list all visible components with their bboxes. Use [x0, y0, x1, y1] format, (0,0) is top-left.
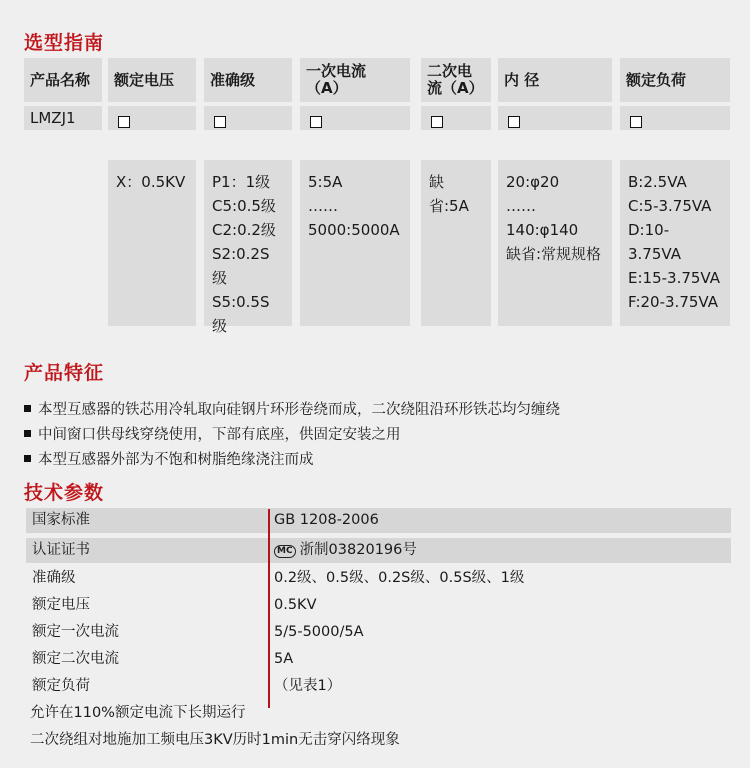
param-key: 额定二次电流 — [32, 651, 119, 667]
header-primary-current: 一次电流 （A） — [300, 58, 410, 102]
param-value: 5A — [274, 651, 294, 667]
inner-diameter-box — [498, 106, 612, 130]
rated-load-options: B:2.5VA C:5-3.75VA D:10-3.75VA E:15-3.75VA F:20-3.75VA — [620, 160, 730, 326]
header-accuracy: 准确级 — [204, 58, 292, 102]
divider-line — [268, 509, 270, 708]
feature-item — [24, 448, 314, 469]
param-key: 额定电压 — [32, 597, 90, 613]
feature-item — [24, 423, 401, 444]
feature-text: 本型互感器外部为不饱和树脂绝缘浇注而成 — [38, 452, 314, 468]
features-title: 产品特征 — [24, 362, 105, 384]
secondary-current-box — [421, 106, 491, 130]
param-value: 5/5-5000/5A — [274, 624, 364, 640]
feature-item — [24, 398, 560, 419]
param-row — [26, 620, 731, 645]
bullet-icon — [24, 455, 31, 462]
param-row — [26, 647, 731, 672]
checkbox-icon — [214, 116, 226, 128]
voltage-box — [108, 106, 196, 130]
accuracy-box — [204, 106, 292, 130]
param-value: 0.2级、0.5级、0.2S级、0.5S级、1级 — [274, 570, 525, 586]
param-key: 准确级 — [32, 570, 76, 586]
checkbox-icon — [310, 116, 322, 128]
param-key: 额定负荷 — [32, 678, 90, 694]
rated-load-box — [620, 106, 730, 130]
accuracy-options: P1：1级 C5:0.5级 C2:0.2级 S2:0.2S级 S5:0.5S级 — [204, 160, 292, 326]
param-value-cert — [274, 538, 417, 563]
bullet-icon — [24, 430, 31, 437]
model-name: LMZJ1 — [24, 106, 102, 130]
selection-guide-title: 选型指南 — [24, 32, 105, 54]
param-key: 额定一次电流 — [32, 624, 119, 640]
param-value: GB 1208-2006 — [274, 512, 379, 528]
checkbox-icon — [118, 116, 130, 128]
param-row — [26, 508, 731, 533]
param-key: 国家标准 — [32, 512, 90, 528]
checkbox-icon — [630, 116, 642, 128]
param-row — [26, 674, 731, 699]
feature-text: 中间窗口供母线穿绕使用，下部有底座，供固定安装之用 — [38, 427, 401, 443]
param-value: （见表1） — [274, 678, 342, 694]
param-value: 浙制03820196号 — [299, 542, 417, 558]
primary-current-options: 5:5A …… 5000:5000A — [300, 160, 410, 326]
param-key: 认证证书 — [32, 542, 90, 558]
param-row — [26, 538, 731, 563]
primary-current-box — [300, 106, 410, 130]
secondary-current-options: 缺省:5A — [421, 160, 491, 326]
checkbox-icon — [431, 116, 443, 128]
header-inner-diameter: 内 径 — [498, 58, 612, 102]
inner-diameter-options: 20:φ20 …… 140:φ140 缺省:常规规格 — [498, 160, 612, 326]
checkbox-icon — [508, 116, 520, 128]
bullet-icon — [24, 405, 31, 412]
mc-mark-icon: MC — [274, 545, 296, 558]
param-value: 0.5KV — [274, 597, 317, 613]
voltage-options: X：0.5KV — [108, 160, 196, 326]
header-product-name: 产品名称 — [24, 58, 102, 102]
params-title: 技术参数 — [24, 482, 105, 504]
header-rated-load: 额定负荷 — [620, 58, 730, 102]
header-rated-voltage: 额定电压 — [108, 58, 196, 102]
header-secondary-current: 二次电 流（A） — [421, 58, 491, 102]
param-row — [26, 593, 731, 618]
note-line: 二次绕组对地施加工频电压3KV历时1min无击穿闪络现象 — [30, 732, 400, 748]
param-row — [26, 566, 731, 591]
note-line: 允许在110%额定电流下长期运行 — [30, 705, 246, 721]
feature-text: 本型互感器的铁芯用冷轧取向硅钢片环形卷绕而成，二次绕阻沿环形铁芯均匀缠绕 — [38, 402, 560, 418]
